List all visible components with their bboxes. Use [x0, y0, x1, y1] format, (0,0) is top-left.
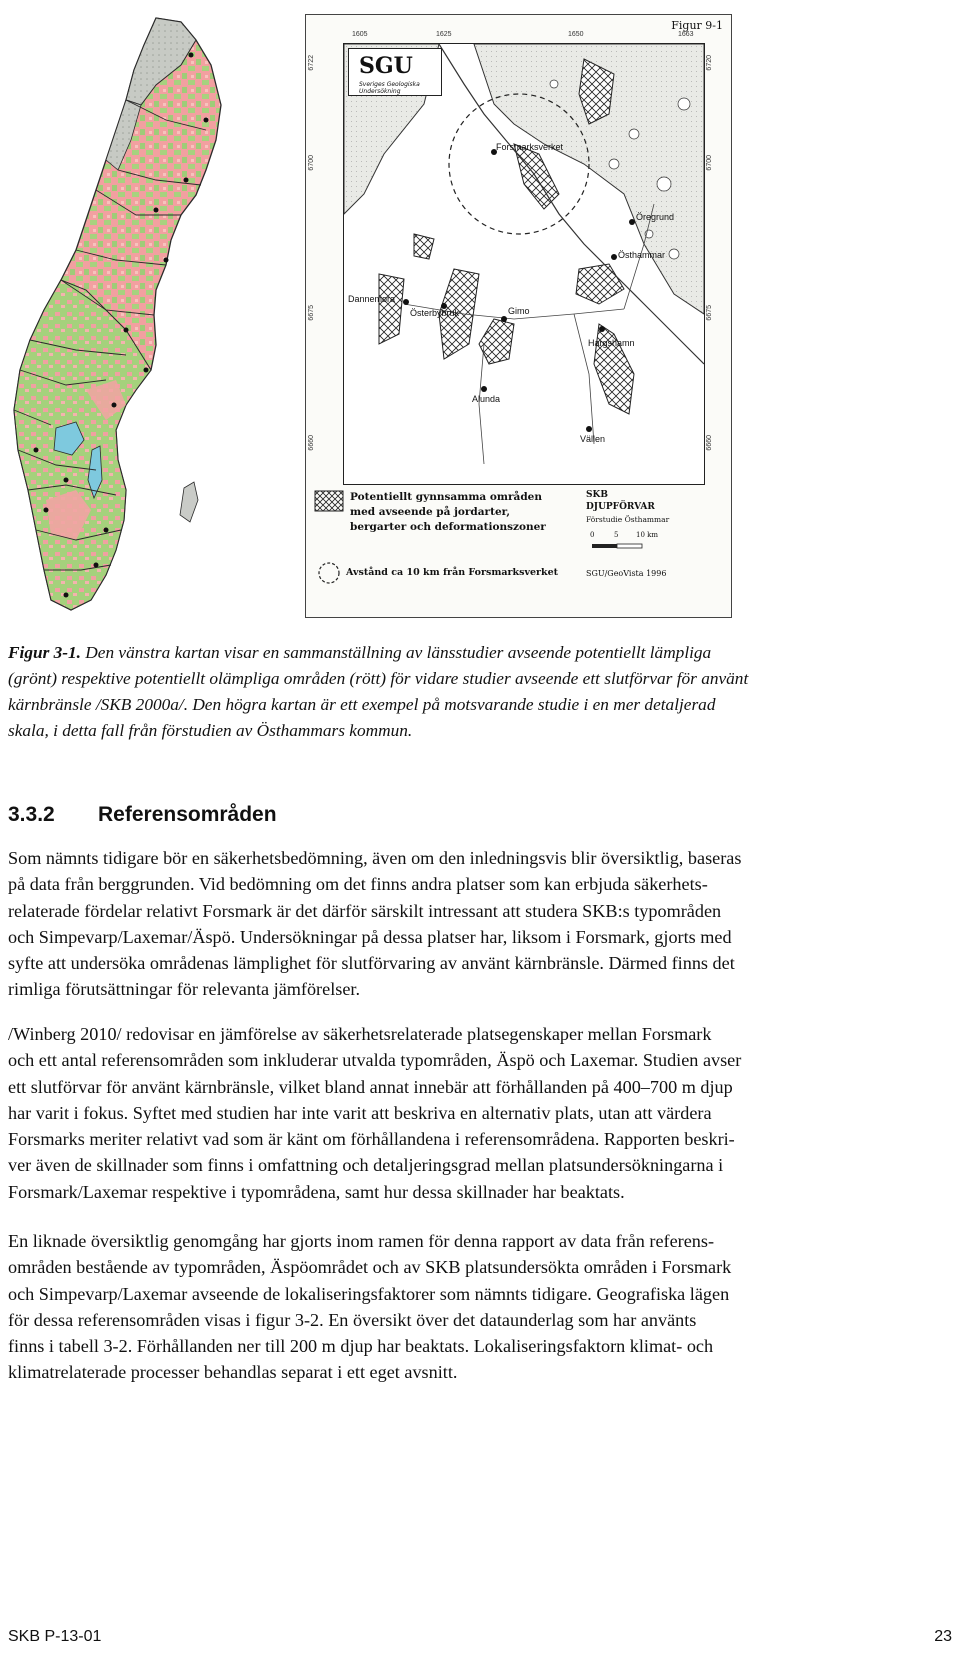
coord-right-1: 6720	[706, 55, 713, 71]
place-osterbybruk: Österbybruk	[410, 308, 460, 318]
coord-left-3: 6675	[308, 305, 315, 321]
coord-top-2: 1625	[436, 31, 452, 38]
coord-top-4: 1663	[678, 31, 694, 38]
paragraph-line: områden bestående av typområden, Äspöområdet och av SKB platsundersökta områden i Forsmark	[8, 1257, 732, 1278]
place-oregrund: Öregrund	[636, 212, 675, 222]
paragraph-line: och Simpevarp/Laxemar avseende de lokaliseringsfaktorer som nämnts tidigare. Geografiska lägen	[8, 1283, 730, 1304]
paragraph-1	[8, 845, 958, 1003]
paragraph-line: /Winberg 2010/ redovisar en jämförelse av säkerhetsrelaterade platsegenskaper mellan Forsmark	[8, 1024, 712, 1044]
section-number: 3.3.2	[8, 803, 55, 826]
section-heading	[8, 803, 277, 827]
place-dannemora: Dannemora	[348, 294, 396, 304]
place-forsmarksverket: Forsmarksverket	[496, 142, 564, 152]
caption-line-3: kärnbränsle /SKB 2000a/. Den högra kartan är ett exempel på motsvarande studie i en mer detaljerad	[8, 695, 716, 714]
paragraph-line: Som nämnts tidigare bör en säkerhetsbedömning, även om den inledningsvis blir översiktlig, baseras	[8, 848, 742, 868]
caption-line-4: skala, i detta fall från förstudien av Östhammars kommun.	[8, 721, 413, 740]
scale-0: 0	[590, 531, 595, 539]
coord-left-4: 6660	[308, 435, 315, 451]
coord-left-1: 6722	[308, 55, 315, 71]
paragraph-line: och Simpevarp/Laxemar/Äspö. Undersökningar på dessa platser har, liksom i Forsmark, gjorts med	[8, 926, 732, 947]
sgu-logo-subtitle: Sveriges Geologiska Undersökning	[359, 81, 420, 95]
coord-top-1: 1605	[352, 31, 368, 38]
coord-right-2: 6700	[706, 155, 713, 171]
place-vallen: Vällen	[580, 434, 606, 444]
paragraph-line: ver även de skillnader som finns i omfattning och detaljeringsgrad mellan platsundersökningarna i	[8, 1155, 724, 1176]
section-title: Referensområden	[98, 803, 277, 826]
paragraph-line: och ett antal referensområden som inkluderar utvalda typområden, Äspö och Laxemar. Studien avser	[8, 1050, 742, 1071]
sgu-logo: SGU	[359, 53, 413, 79]
paragraph-3	[8, 1228, 958, 1386]
figure-9-1-label: Figur 9-1	[671, 19, 723, 32]
legend-hatch-line-3: bergarter och deformationszoner	[350, 521, 546, 533]
place-alunda: Alunda	[472, 394, 501, 404]
dashed-circle-icon	[316, 560, 342, 586]
report-id: SKB P-13-01	[8, 1628, 102, 1645]
paragraph-line: på data från berggrunden. Vid bedömning om det finns andra platser som kan erbjuda säkerhets-	[8, 874, 708, 895]
scale-10: 10 km	[636, 531, 659, 539]
map-legend	[306, 490, 731, 618]
paragraph-line: har varit i fokus. Syftet med studien har inte varit att beskriva en alternativ plats, utan att värdera	[8, 1102, 712, 1123]
coord-right-3: 6675	[706, 305, 713, 321]
paragraph-2	[8, 1021, 958, 1205]
sgu-logo-box	[348, 48, 442, 96]
osthammar-detail-map	[305, 14, 732, 618]
legend-circle-label: Avstånd ca 10 km från Forsmarksverket	[346, 567, 559, 578]
paragraph-line: Forsmark/Laxemar respektive i typområdena, samt hur dessa skillnader har beaktats.	[8, 1181, 625, 1202]
place-osthammar: Östhammar	[618, 250, 666, 260]
page-number: 23	[934, 1628, 952, 1645]
sweden-suitability-map	[6, 10, 296, 622]
scale-5: 5	[614, 531, 619, 539]
coord-left-2: 6700	[308, 155, 315, 171]
coord-top-3: 1650	[568, 31, 584, 38]
legend-hatch-line-1: Potentiellt gynnsamma områden	[350, 491, 542, 503]
paragraph-line: rimliga förutsättningar för relevanta jämförelser.	[8, 979, 360, 1000]
paragraph-line: ett slutförvar för använt kärnbränsle, vilket bland annat innebär att förhållanden på 400–700 m djup	[8, 1076, 733, 1097]
coord-right-4: 6660	[706, 435, 713, 451]
paragraph-line: för dessa referensområden visas i figur 3-2. En översikt över det dataunderlag som har använts	[8, 1309, 697, 1330]
scale-bar-icon	[592, 542, 652, 550]
paragraph-line: En liknade översiktlig genomgång har gjorts inom ramen för denna rapport av data från referens-	[8, 1231, 715, 1251]
caption-line-2: (grönt) respektive potentiellt olämpliga områden (rött) för vidare studier avseende ett slutförvar för använt	[8, 669, 749, 688]
map-frame	[343, 43, 705, 485]
paragraph-line: relaterade fördelar relativt Forsmark är det därför särskilt intressant att studera SKB:s typområden	[8, 900, 722, 921]
skb-line-1: SKB	[586, 490, 608, 500]
paragraph-line: klimatrelaterade processer behandlas separat i ett eget avsnitt.	[8, 1362, 458, 1383]
paragraph-line: Forsmarks meriter relativt vad som är känt om förhållandena i referensområdena. Rapporten beskri-	[8, 1129, 735, 1150]
paragraph-line: syfte att undersöka områdenas lämplighet för slutförvaring av använt kärnbränsle. Därmed finns det	[8, 953, 735, 974]
crosshatch-swatch-icon	[314, 490, 344, 512]
figure-caption	[8, 640, 954, 744]
caption-line-1: Figur 3-1. Den vänstra kartan visar en sammanställning av länsstudier avseende potentiellt lämpliga	[8, 643, 712, 662]
map-drawing	[344, 44, 704, 484]
figure-3-1	[0, 0, 960, 625]
map-credit: SGU/GeoVista 1996	[586, 569, 667, 578]
place-hargshamn: Hargshamn	[588, 338, 635, 348]
legend-hatch-line-2: med avseende på jordarter,	[350, 506, 511, 518]
skb-line-3: Förstudie Östhammar	[586, 515, 670, 524]
paragraph-line: finns i tabell 3-2. Förhållanden ner till 200 m djup har beaktats. Lokaliseringsfaktorn klimat- och	[8, 1336, 714, 1357]
place-gimo: Gimo	[508, 306, 530, 316]
skb-line-2: DJUPFÖRVAR	[586, 502, 655, 512]
caption-label: Figur 3-1.	[8, 643, 81, 662]
